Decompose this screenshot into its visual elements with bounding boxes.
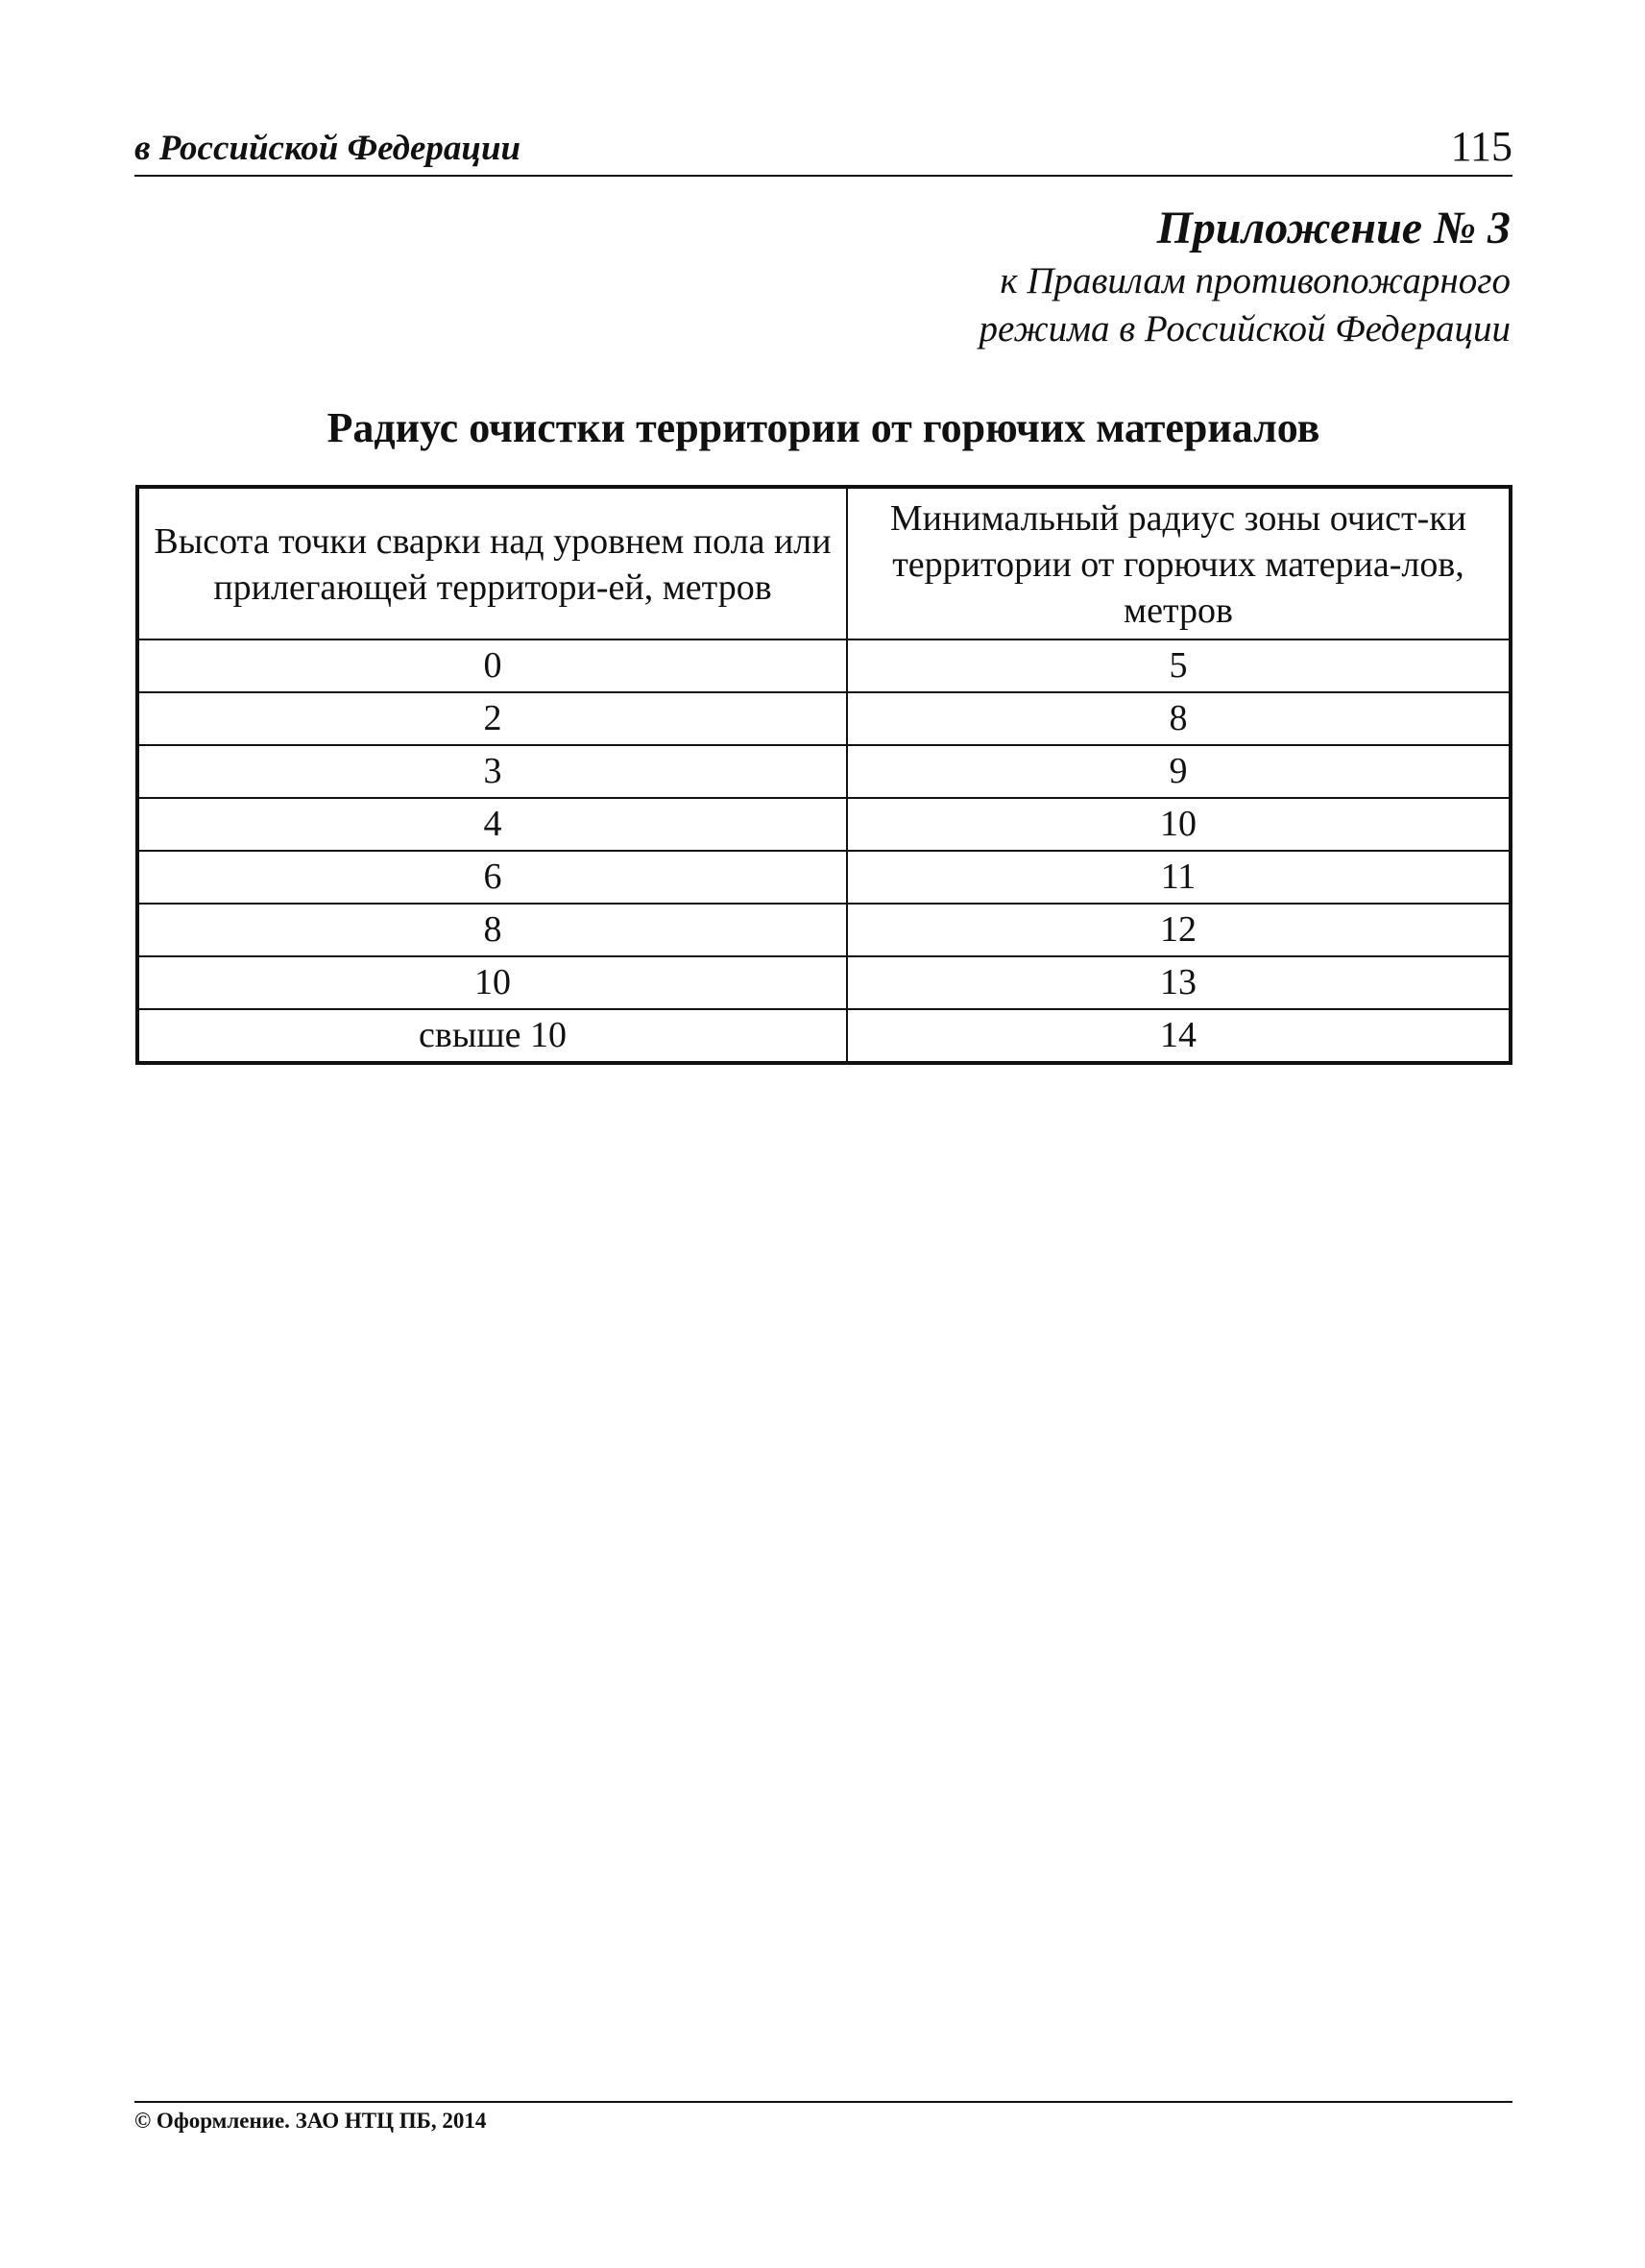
table-title: Радиус очистки территории от горючих материалов: [327, 404, 1320, 451]
radius-cell: 5: [847, 639, 1511, 692]
table-row: [137, 798, 1511, 851]
page-number: 115: [1450, 123, 1512, 170]
height-cell: 0: [137, 639, 847, 692]
radius-cell: 11: [847, 851, 1511, 904]
running-header-section: в Российской Федерации: [134, 129, 521, 168]
header-welding-height: Высота точки сварки над уровнем пола или прилегающей территори-ей, метров: [137, 487, 847, 639]
height-cell: свыше 10: [137, 1009, 847, 1063]
height-cell: 3: [137, 745, 847, 798]
radius-cell: 12: [847, 904, 1511, 956]
height-cell: 10: [137, 956, 847, 1009]
appendix-subtitle-line-1: к Правилам противопожарного: [1000, 260, 1511, 302]
height-cell: 6: [137, 851, 847, 904]
appendix-block: [979, 200, 1511, 353]
table-row: [137, 745, 1511, 798]
table-row: [137, 904, 1511, 956]
radius-table: [135, 485, 1512, 1065]
height-cell: 8: [137, 904, 847, 956]
radius-cell: 14: [847, 1009, 1511, 1063]
height-cell: 4: [137, 798, 847, 851]
table-row: [137, 639, 1511, 692]
appendix-subtitle-line-2: режима в Российской Федерации: [979, 308, 1511, 350]
appendix-title: Приложение № 3: [1156, 203, 1511, 253]
running-header: [134, 123, 1512, 177]
table-row: [137, 956, 1511, 1009]
footer-copyright: © Оформление. ЗАО НТЦ ПБ, 2014: [134, 2109, 487, 2133]
table-row: [137, 851, 1511, 904]
radius-cell: 13: [847, 956, 1511, 1009]
footer-divider: [134, 2101, 1512, 2103]
table-row: [137, 1009, 1511, 1063]
header-min-radius: Минимальный радиус зоны очист-ки территории от горючих материа-лов, метров: [847, 487, 1511, 639]
radius-cell: 8: [847, 692, 1511, 745]
radius-cell: 10: [847, 798, 1511, 851]
height-cell: 2: [137, 692, 847, 745]
table-row: [137, 692, 1511, 745]
radius-cell: 9: [847, 745, 1511, 798]
table-header-row: [137, 487, 1511, 639]
